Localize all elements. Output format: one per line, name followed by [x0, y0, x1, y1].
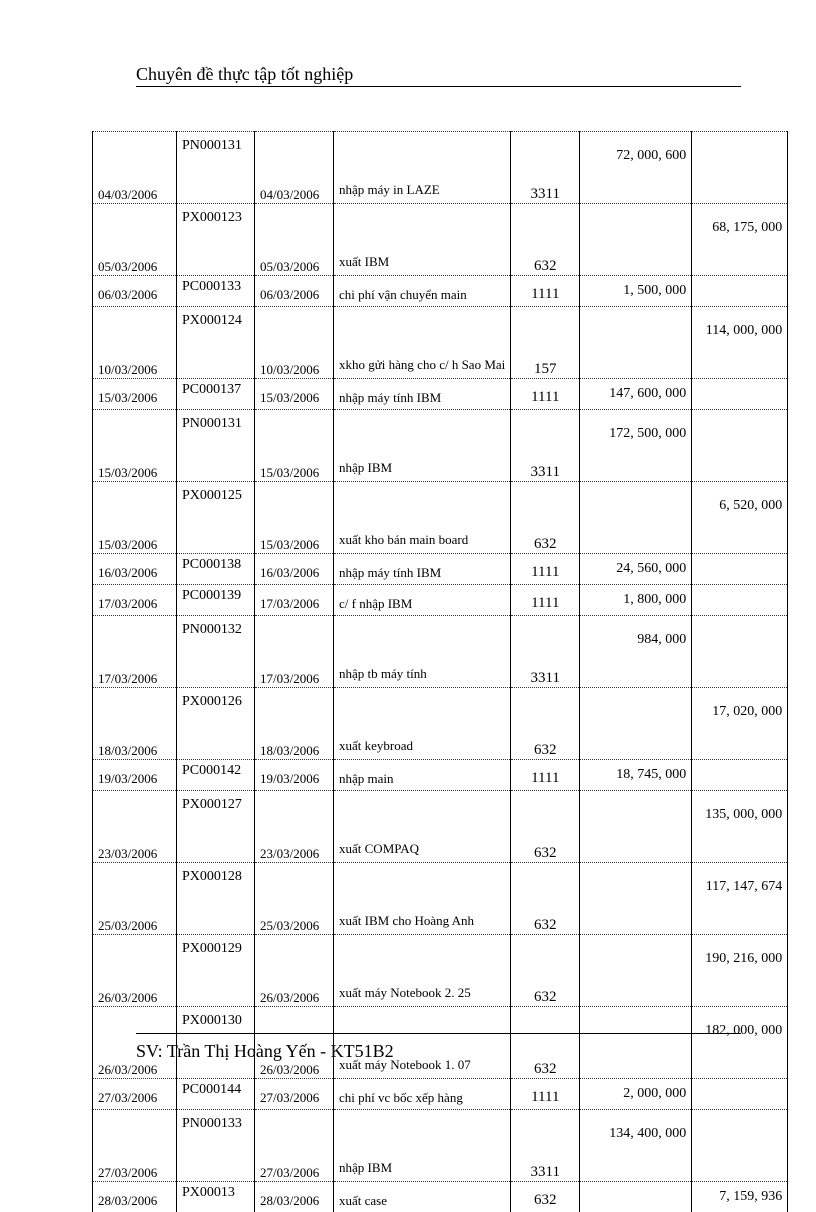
- description-cell: xuất máy Notebook 2. 25: [334, 935, 511, 1007]
- posting-date-cell: 05/03/2006: [93, 204, 177, 276]
- ledger-row: [93, 935, 788, 1007]
- ledger-row: [93, 410, 788, 482]
- contra-account-cell: 3311: [511, 132, 580, 204]
- posting-date-cell: 26/03/2006: [93, 935, 177, 1007]
- credit-amount-cell: 182, 000, 000: [692, 1007, 788, 1079]
- contra-account-cell: 632: [511, 935, 580, 1007]
- voucher-date-cell: 18/03/2006: [255, 688, 334, 760]
- voucher-number-cell: PX000127: [177, 791, 255, 863]
- voucher-date-cell: 04/03/2006: [255, 132, 334, 204]
- voucher-number-cell: PX000130: [177, 1007, 255, 1079]
- debit-amount-cell: 134, 400, 000: [580, 1110, 692, 1182]
- credit-amount-cell: [692, 1110, 788, 1182]
- ledger-row: [93, 791, 788, 863]
- page-footer-student: SV: Trần Thị Hoàng Yến - KT51B2: [136, 1041, 394, 1062]
- posting-date-cell: 25/03/2006: [93, 863, 177, 935]
- voucher-number-cell: PN000131: [177, 132, 255, 204]
- voucher-date-cell: 23/03/2006: [255, 791, 334, 863]
- footer-rule: [136, 1033, 741, 1034]
- voucher-number-cell: PC000138: [177, 554, 255, 585]
- ledger-row: [93, 863, 788, 935]
- ledger-row: [93, 204, 788, 276]
- contra-account-cell: 632: [511, 688, 580, 760]
- description-cell: xuất case: [334, 1182, 511, 1212]
- posting-date-cell: 19/03/2006: [93, 760, 177, 791]
- debit-amount-cell: 24, 560, 000: [580, 554, 692, 585]
- description-cell: chi phí vc bốc xếp hàng: [334, 1079, 511, 1110]
- voucher-date-cell: 26/03/2006: [255, 1007, 334, 1079]
- voucher-date-cell: 26/03/2006: [255, 935, 334, 1007]
- contra-account-cell: 632: [511, 1182, 580, 1212]
- ledger-row: [93, 554, 788, 585]
- debit-amount-cell: [580, 935, 692, 1007]
- debit-amount-cell: 1, 500, 000: [580, 276, 692, 307]
- voucher-number-cell: PX000125: [177, 482, 255, 554]
- contra-account-cell: 3311: [511, 616, 580, 688]
- debit-amount-cell: [580, 307, 692, 379]
- ledger-row: [93, 616, 788, 688]
- posting-date-cell: 15/03/2006: [93, 410, 177, 482]
- credit-amount-cell: 7, 159, 936: [692, 1182, 788, 1212]
- posting-date-cell: 27/03/2006: [93, 1110, 177, 1182]
- posting-date-cell: 06/03/2006: [93, 276, 177, 307]
- posting-date-cell: 15/03/2006: [93, 482, 177, 554]
- credit-amount-cell: 114, 000, 000: [692, 307, 788, 379]
- posting-date-cell: 04/03/2006: [93, 132, 177, 204]
- description-cell: nhập IBM: [334, 1110, 511, 1182]
- credit-amount-cell: [692, 554, 788, 585]
- ledger-row: [93, 688, 788, 760]
- ledger-row: [93, 760, 788, 791]
- page-header-title: Chuyên đề thực tập tốt nghiệp: [136, 64, 353, 85]
- voucher-date-cell: 15/03/2006: [255, 410, 334, 482]
- voucher-number-cell: PN000133: [177, 1110, 255, 1182]
- contra-account-cell: 3311: [511, 1110, 580, 1182]
- contra-account-cell: 632: [511, 791, 580, 863]
- posting-date-cell: 23/03/2006: [93, 791, 177, 863]
- voucher-date-cell: 16/03/2006: [255, 554, 334, 585]
- debit-amount-cell: [580, 791, 692, 863]
- ledger-row: [93, 379, 788, 410]
- voucher-date-cell: 06/03/2006: [255, 276, 334, 307]
- description-cell: xuất kho bán main board: [334, 482, 511, 554]
- description-cell: xuất keybroad: [334, 688, 511, 760]
- debit-amount-cell: [580, 1182, 692, 1212]
- voucher-number-cell: PN000132: [177, 616, 255, 688]
- contra-account-cell: 1111: [511, 1079, 580, 1110]
- voucher-number-cell: PN000131: [177, 410, 255, 482]
- voucher-date-cell: 19/03/2006: [255, 760, 334, 791]
- posting-date-cell: 26/03/2006: [93, 1007, 177, 1079]
- posting-date-cell: 28/03/2006: [93, 1182, 177, 1212]
- credit-amount-cell: [692, 760, 788, 791]
- contra-account-cell: 3311: [511, 410, 580, 482]
- credit-amount-cell: [692, 410, 788, 482]
- contra-account-cell: 632: [511, 482, 580, 554]
- contra-account-cell: 1111: [511, 585, 580, 616]
- credit-amount-cell: [692, 379, 788, 410]
- voucher-date-cell: 27/03/2006: [255, 1110, 334, 1182]
- credit-amount-cell: 135, 000, 000: [692, 791, 788, 863]
- ledger-row: [93, 482, 788, 554]
- voucher-date-cell: 15/03/2006: [255, 379, 334, 410]
- debit-amount-cell: 1, 800, 000: [580, 585, 692, 616]
- description-cell: xuất máy Notebook 1. 07: [334, 1007, 511, 1079]
- debit-amount-cell: 984, 000: [580, 616, 692, 688]
- voucher-date-cell: 25/03/2006: [255, 863, 334, 935]
- voucher-date-cell: 05/03/2006: [255, 204, 334, 276]
- ledger-row: [93, 1182, 788, 1212]
- credit-amount-cell: 17, 020, 000: [692, 688, 788, 760]
- debit-amount-cell: 72, 000, 600: [580, 132, 692, 204]
- description-cell: nhập máy tính IBM: [334, 554, 511, 585]
- voucher-date-cell: 28/03/2006: [255, 1182, 334, 1212]
- description-cell: c/ f nhập IBM: [334, 585, 511, 616]
- posting-date-cell: 16/03/2006: [93, 554, 177, 585]
- debit-amount-cell: [580, 863, 692, 935]
- voucher-number-cell: PX000129: [177, 935, 255, 1007]
- description-cell: xuất IBM cho Hoàng Anh: [334, 863, 511, 935]
- credit-amount-cell: 68, 175, 000: [692, 204, 788, 276]
- credit-amount-cell: 6, 520, 000: [692, 482, 788, 554]
- description-cell: nhập tb máy tính: [334, 616, 511, 688]
- voucher-date-cell: 27/03/2006: [255, 1079, 334, 1110]
- voucher-number-cell: PC000144: [177, 1079, 255, 1110]
- description-cell: xuất IBM: [334, 204, 511, 276]
- posting-date-cell: 15/03/2006: [93, 379, 177, 410]
- voucher-number-cell: PC000142: [177, 760, 255, 791]
- contra-account-cell: 1111: [511, 554, 580, 585]
- description-cell: nhập máy tính IBM: [334, 379, 511, 410]
- voucher-number-cell: PC000137: [177, 379, 255, 410]
- debit-amount-cell: 147, 600, 000: [580, 379, 692, 410]
- contra-account-cell: 632: [511, 1007, 580, 1079]
- contra-account-cell: 632: [511, 204, 580, 276]
- voucher-number-cell: PX000124: [177, 307, 255, 379]
- ledger-row: [93, 585, 788, 616]
- posting-date-cell: 18/03/2006: [93, 688, 177, 760]
- credit-amount-cell: 190, 216, 000: [692, 935, 788, 1007]
- credit-amount-cell: [692, 616, 788, 688]
- debit-amount-cell: [580, 1007, 692, 1079]
- debit-amount-cell: 18, 745, 000: [580, 760, 692, 791]
- posting-date-cell: 17/03/2006: [93, 585, 177, 616]
- debit-amount-cell: [580, 482, 692, 554]
- credit-amount-cell: [692, 1079, 788, 1110]
- debit-amount-cell: [580, 204, 692, 276]
- credit-amount-cell: [692, 276, 788, 307]
- description-cell: xuất COMPAQ: [334, 791, 511, 863]
- debit-amount-cell: 172, 500, 000: [580, 410, 692, 482]
- contra-account-cell: 1111: [511, 276, 580, 307]
- voucher-date-cell: 10/03/2006: [255, 307, 334, 379]
- ledger-row: [93, 1079, 788, 1110]
- contra-account-cell: 157: [511, 307, 580, 379]
- ledger-row: [93, 307, 788, 379]
- description-cell: nhập IBM: [334, 410, 511, 482]
- header-rule: [136, 86, 741, 87]
- posting-date-cell: 27/03/2006: [93, 1079, 177, 1110]
- ledger-row: [93, 276, 788, 307]
- voucher-number-cell: PX000123: [177, 204, 255, 276]
- voucher-date-cell: 17/03/2006: [255, 585, 334, 616]
- contra-account-cell: 1111: [511, 760, 580, 791]
- description-cell: chi phí vận chuyển main: [334, 276, 511, 307]
- voucher-number-cell: PX00013: [177, 1182, 255, 1212]
- debit-amount-cell: 2, 000, 000: [580, 1079, 692, 1110]
- voucher-number-cell: PX000126: [177, 688, 255, 760]
- voucher-number-cell: PC000139: [177, 585, 255, 616]
- voucher-number-cell: PC000133: [177, 276, 255, 307]
- voucher-date-cell: 15/03/2006: [255, 482, 334, 554]
- description-cell: nhập main: [334, 760, 511, 791]
- voucher-number-cell: PX000128: [177, 863, 255, 935]
- credit-amount-cell: [692, 585, 788, 616]
- description-cell: nhập máy in LAZE: [334, 132, 511, 204]
- contra-account-cell: 632: [511, 863, 580, 935]
- debit-amount-cell: [580, 688, 692, 760]
- posting-date-cell: 17/03/2006: [93, 616, 177, 688]
- posting-date-cell: 10/03/2006: [93, 307, 177, 379]
- ledger-row: [93, 1110, 788, 1182]
- description-cell: xkho gửi hàng cho c/ h Sao Mai: [334, 307, 511, 379]
- contra-account-cell: 1111: [511, 379, 580, 410]
- ledger-row: [93, 132, 788, 204]
- credit-amount-cell: 117, 147, 674: [692, 863, 788, 935]
- credit-amount-cell: [692, 132, 788, 204]
- voucher-date-cell: 17/03/2006: [255, 616, 334, 688]
